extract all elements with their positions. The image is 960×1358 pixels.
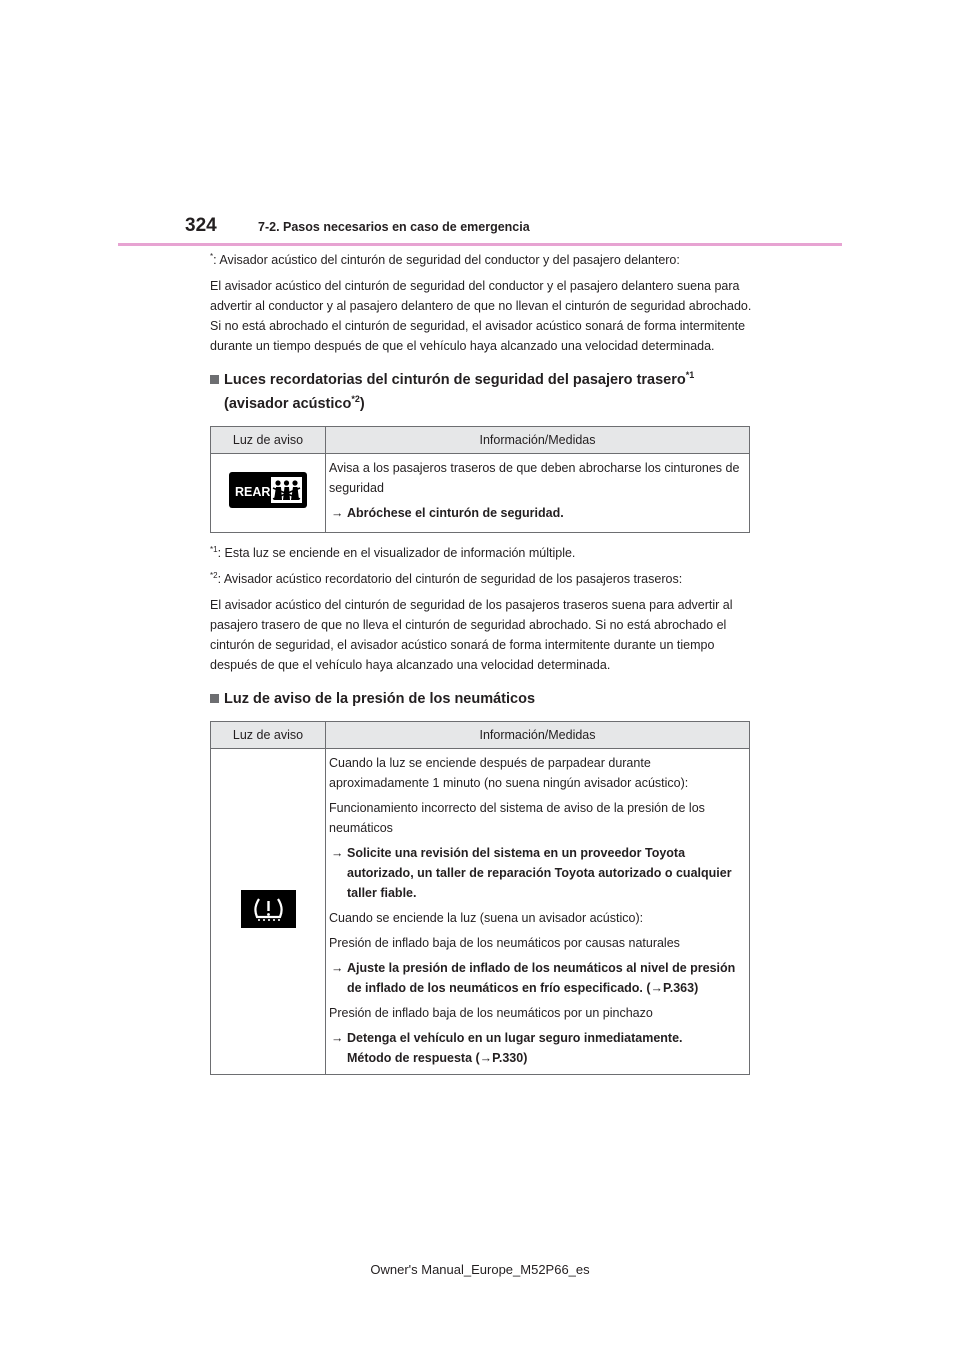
table-header-row <box>211 427 750 454</box>
info-text: Cuando se enciende la luz (suena un avisador acústico): <box>329 911 644 925</box>
paragraph-front-buzzer: El avisador acústico del cinturón de seguridad del conductor y el pasajero delantero suena para advertir al conductor y al pasajero delantero de que no llevan el cinturón de seguridad abrochado. Si no está abrochado el cinturón de seguridad, el avisador acústico sonará de forma intermitente durante un tiempo después de que el vehículo haya alcanzado una velocidad determinada. <box>210 279 752 353</box>
icon-cell <box>211 749 326 1075</box>
arrow-right-icon: → <box>331 1031 344 1045</box>
table-rear-seatbelt <box>210 426 750 533</box>
header-rule <box>118 243 842 246</box>
subheading-tire-pressure: Luz de aviso de la presión de los neumáticos <box>210 687 755 711</box>
footer-text: Owner's Manual_Europe_M52P66_es <box>370 1262 590 1277</box>
subheading-rear-seatbelt: Luces recordatorias del cinturón de seguridad del pasajero trasero$^{*1}$ (avisador acústico$^{*2}$) <box>210 368 755 416</box>
action-item: → Ajuste la presión de inflado de los neumáticos al nivel de presión de inflado de los neumáticos en frío especificado. (→P.363) <box>329 958 745 998</box>
table-row <box>211 454 750 533</box>
table-row <box>211 749 750 1075</box>
info-text: Presión de inflado baja de los neumáticos por un pinchazo <box>329 1006 653 1020</box>
action-item: → Abróchese el cinturón de seguridad. <box>329 503 745 523</box>
info-text: Cuando la luz se enciende después de parpadear durante aproximadamente 1 minuto (no suena ningún avisador acústico): <box>329 756 689 790</box>
footnote-1: $^{*1}$: Esta luz se enciende en el visualizador de información múltiple. <box>210 544 576 560</box>
footnote-driver: *: Avisador acústico del cinturón de seguridad del conductor y del pasajero delantero: <box>210 251 680 267</box>
square-bullet-icon <box>210 694 219 703</box>
tire-pressure-warning-icon <box>241 890 296 928</box>
col-info-measures: Información/Medidas <box>326 722 750 749</box>
info-text: Funcionamiento incorrecto del sistema de aviso de la presión de los neumáticos <box>329 801 705 835</box>
rear-seatbelt-warning-icon: REAR <box>229 472 307 508</box>
table-tire-pressure <box>210 721 750 1075</box>
action-item: → Detenga el vehículo en un lugar seguro inmediatamente. Método de respuesta (→P.330) <box>329 1028 745 1068</box>
table-header-row <box>211 722 750 749</box>
square-bullet-icon <box>210 375 219 384</box>
arrow-right-icon: → <box>331 961 344 975</box>
arrow-right-icon: → <box>331 506 344 520</box>
page-content <box>210 250 755 1085</box>
arrow-right-icon: → <box>331 846 344 860</box>
info-text: Presión de inflado baja de los neumáticos por causas naturales <box>329 936 680 950</box>
col-warning-light: Luz de aviso <box>211 722 326 749</box>
info-cell <box>326 454 750 533</box>
col-info-measures: Información/Medidas <box>326 427 750 454</box>
page-number: 324 <box>185 215 217 236</box>
footnote-2: $^{*2}$: Avisador acústico recordatorio del cinturón de seguridad de los pasajeros traseros: <box>210 570 683 586</box>
icon-cell <box>211 454 326 533</box>
info-text: Avisa a los pasajeros traseros de que deben abrocharse los cinturones de seguridad <box>329 461 740 495</box>
action-item: → Solicite una revisión del sistema en un proveedor Toyota autorizado, un taller de reparación Toyota autorizado o cualquier taller fiable. <box>329 843 745 903</box>
paragraph-rear-buzzer: El avisador acústico del cinturón de seguridad de los pasajeros traseros suena para advertir al pasajero trasero de que no lleva el cinturón de seguridad abrochado. Si no está abrochado el cinturón de seguridad, el avisador acústico sonará de forma intermitente durante un tiempo después de que el vehículo haya alcanzado una velocidad determinada. <box>210 598 733 672</box>
col-warning-light: Luz de aviso <box>211 427 326 454</box>
info-cell <box>326 749 750 1075</box>
section-title: 7-2. Pasos necesarios en caso de emergencia <box>258 220 530 234</box>
